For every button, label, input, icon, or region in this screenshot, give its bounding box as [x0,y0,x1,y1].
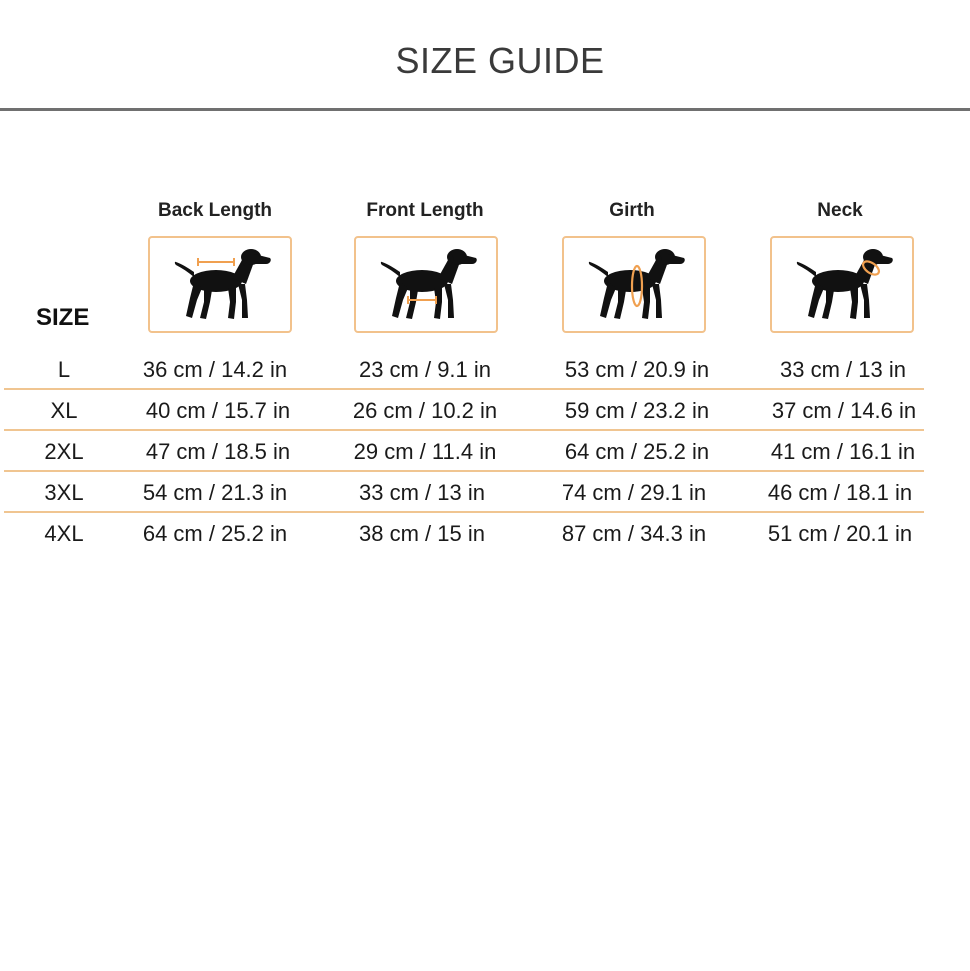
girth-cell: 87 cm / 34.3 in [561,521,707,546]
dog-neck-icon [772,238,912,331]
neck-cell: 33 cm / 13 in [780,357,906,382]
neck-cell: 37 cm / 14.6 in [771,398,917,423]
back-length-cell: 54 cm / 21.3 in [142,480,288,505]
girth-cell: 59 cm / 23.2 in [564,398,710,423]
table-row [0,349,970,390]
neck-illustration [770,236,914,333]
back-length-cell: 64 cm / 25.2 in [142,521,288,546]
size-cell: 2XL [44,439,84,464]
front-length-cell: 38 cm / 15 in [359,521,485,546]
front-length-cell: 23 cm / 9.1 in [358,357,492,382]
neck-cell: 51 cm / 20.1 in [767,521,913,546]
dog-girth-icon [564,238,704,331]
front-length-illustration [354,236,498,333]
neck-cell: 41 cm / 16.1 in [770,439,916,464]
size-cell: L [57,357,71,382]
table-row [0,472,970,513]
size-cell: 3XL [44,480,84,505]
size-cell: XL [50,398,78,423]
front-length-cell: 33 cm / 13 in [359,480,485,505]
front-length-cell: 29 cm / 11.4 in [353,439,497,464]
size-column-header: SIZE [36,304,90,331]
column-header-girth: Girth [609,200,655,221]
back-length-illustration [148,236,292,333]
front-length-cell: 26 cm / 10.2 in [352,398,498,423]
girth-cell: 64 cm / 25.2 in [564,439,710,464]
back-length-cell: 47 cm / 18.5 in [145,439,291,464]
dog-front-length-icon [356,238,496,331]
table-row [0,431,970,472]
girth-illustration [562,236,706,333]
column-header-neck: Neck [817,200,863,221]
table-row [0,390,970,431]
size-cell: 4XL [44,521,84,546]
title-divider [0,108,970,111]
dog-back-length-icon [150,238,290,331]
table-row [0,513,970,554]
back-length-cell: 36 cm / 14.2 in [142,357,288,382]
page-title: SIZE GUIDE [395,40,605,81]
neck-cell: 46 cm / 18.1 in [767,480,913,505]
girth-cell: 74 cm / 29.1 in [561,480,707,505]
column-header-front-length: Front Length [366,200,484,221]
back-length-cell: 40 cm / 15.7 in [145,398,291,423]
column-header-back-length: Back Length [157,200,273,221]
girth-cell: 53 cm / 20.9 in [564,357,710,382]
